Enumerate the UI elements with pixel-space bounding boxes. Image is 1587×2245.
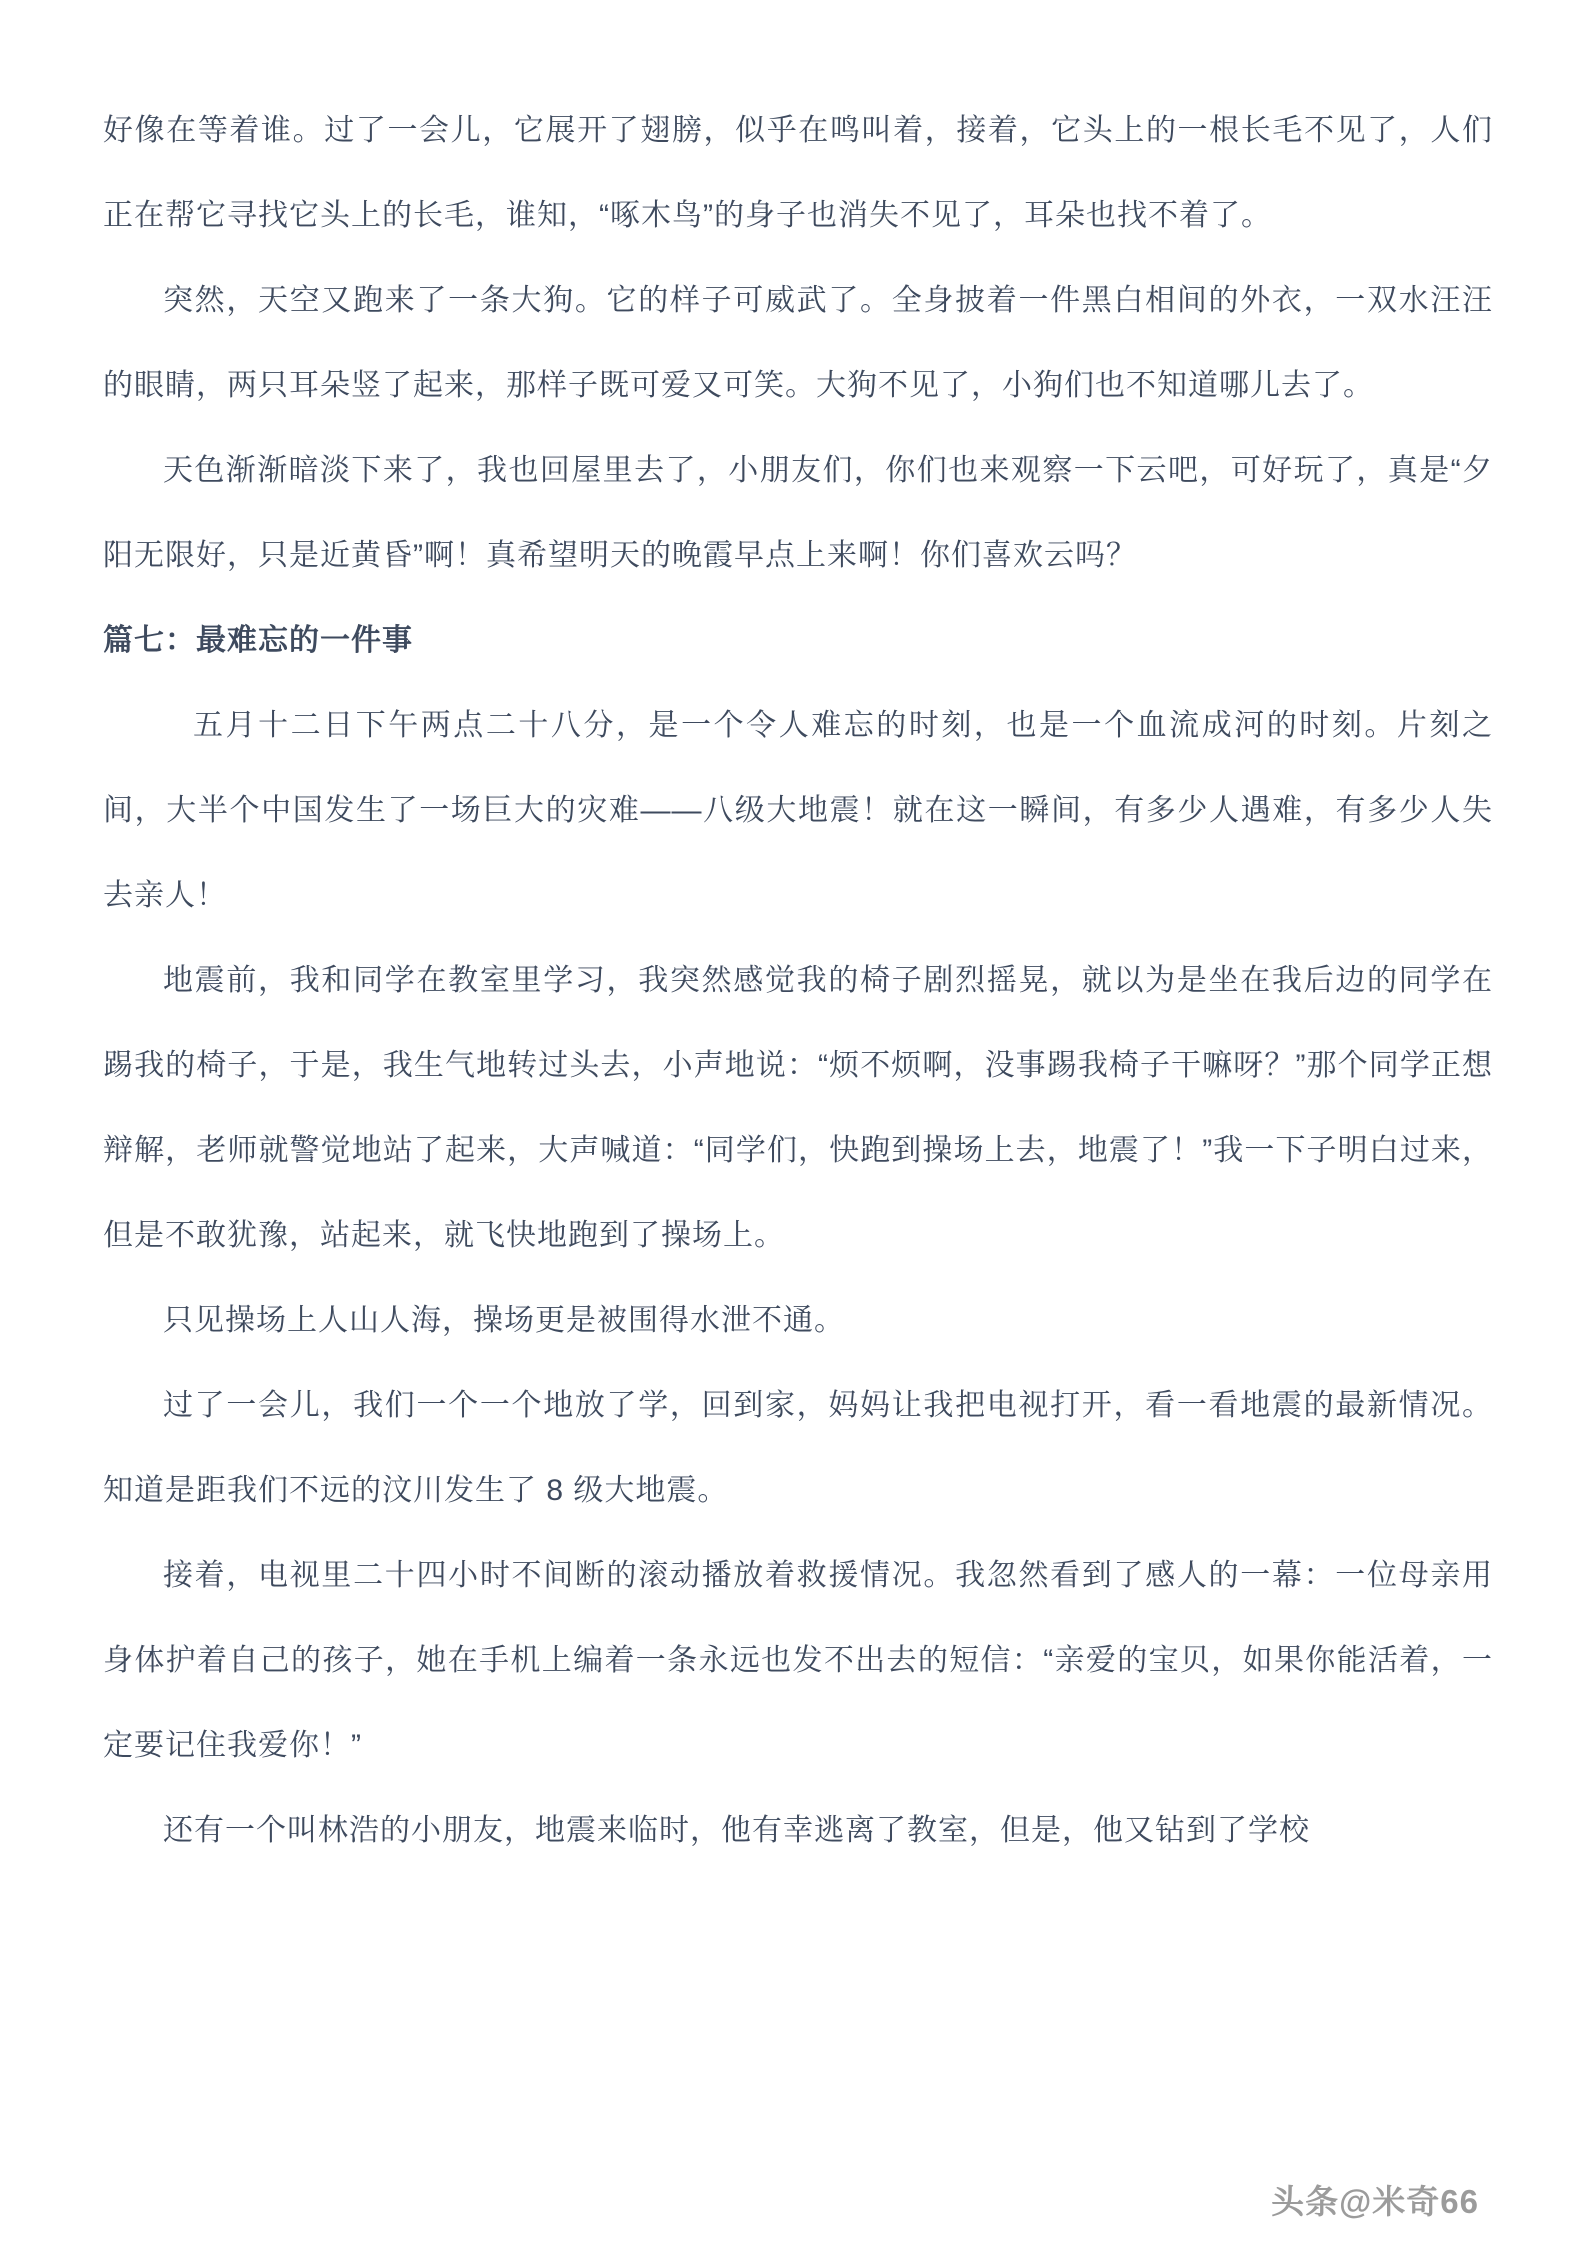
watermark: 头条@米奇66 — [1271, 2183, 1479, 2220]
paragraph: 突然，天空又跑来了一条大狗。它的样子可威武了。全身披着一件黑白相间的外衣，一双水汪汪的眼睛，两只耳朵竖了起来，那样子既可爱又可笑。大狗不见了，小狗们也不知道哪儿去了。 — [103, 284, 1493, 402]
paragraph: 天色渐渐暗淡下来了，我也回屋里去了，小朋友们，你们也来观察一下云吧，可好玩了，真是“夕阳无限好，只是近黄昏”啊！真希望明天的晚霞早点上来啊！你们喜欢云吗？ — [103, 454, 1493, 572]
paragraph: 地震前，我和同学在教室里学习，我突然感觉我的椅子剧烈摇晃，就以为是坐在我后边的同学在踢我的椅子，于是，我生气地转过头去，小声地说：“烦不烦啊，没事踢我椅子干嘛呀？”那个同学正想辩解，老师就警觉地站了起来，大声喊道：“同学们，快跑到操场上去，地震了！”我一下子明白过来，但是不敢犹豫，站起来，就飞快地跑到了操场上。 — [103, 964, 1493, 1252]
paragraph: 还有一个叫林浩的小朋友，地震来临时，他有幸逃离了教室，但是，他又钻到了学校 — [163, 1814, 1310, 1847]
paragraph: 接着，电视里二十四小时不间断的滚动播放着救援情况。我忽然看到了感人的一幕：一位母亲用身体护着自己的孩子，她在手机上编着一条永远也发不出去的短信：“亲爱的宝贝，如果你能活着，一定要记住我爱你！” — [103, 1559, 1493, 1762]
paragraph: 只见操场上人山人海，操场更是被围得水泄不通。 — [163, 1304, 845, 1337]
paragraph: 好像在等着谁。过了一会儿，它展开了翅膀，似乎在鸣叫着，接着，它头上的一根长毛不见了，人们 正在帮它寻找它头上的长毛，谁知，“啄木鸟”的身子也消失不见了，耳朵也找不着了。 — [103, 114, 1493, 232]
document-body — [103, 88, 1493, 1873]
paragraph: 五月十二日下午两点二十八分，是一个令人难忘的时刻，也是一个血流成河的时刻。片刻之间，大半个中国发生了一场巨大的灾难——八级大地震！就在这一瞬间，有多少人遇难，有多少人失去亲人！ — [103, 709, 1493, 912]
section-heading: 篇七：最难忘的一件事 — [103, 624, 413, 657]
paragraph: 过了一会儿，我们一个一个地放了学，回到家，妈妈让我把电视打开，看一看地震的最新情况。知道是距我们不远的汶川发生了 8 级大地震。 — [103, 1389, 1493, 1507]
